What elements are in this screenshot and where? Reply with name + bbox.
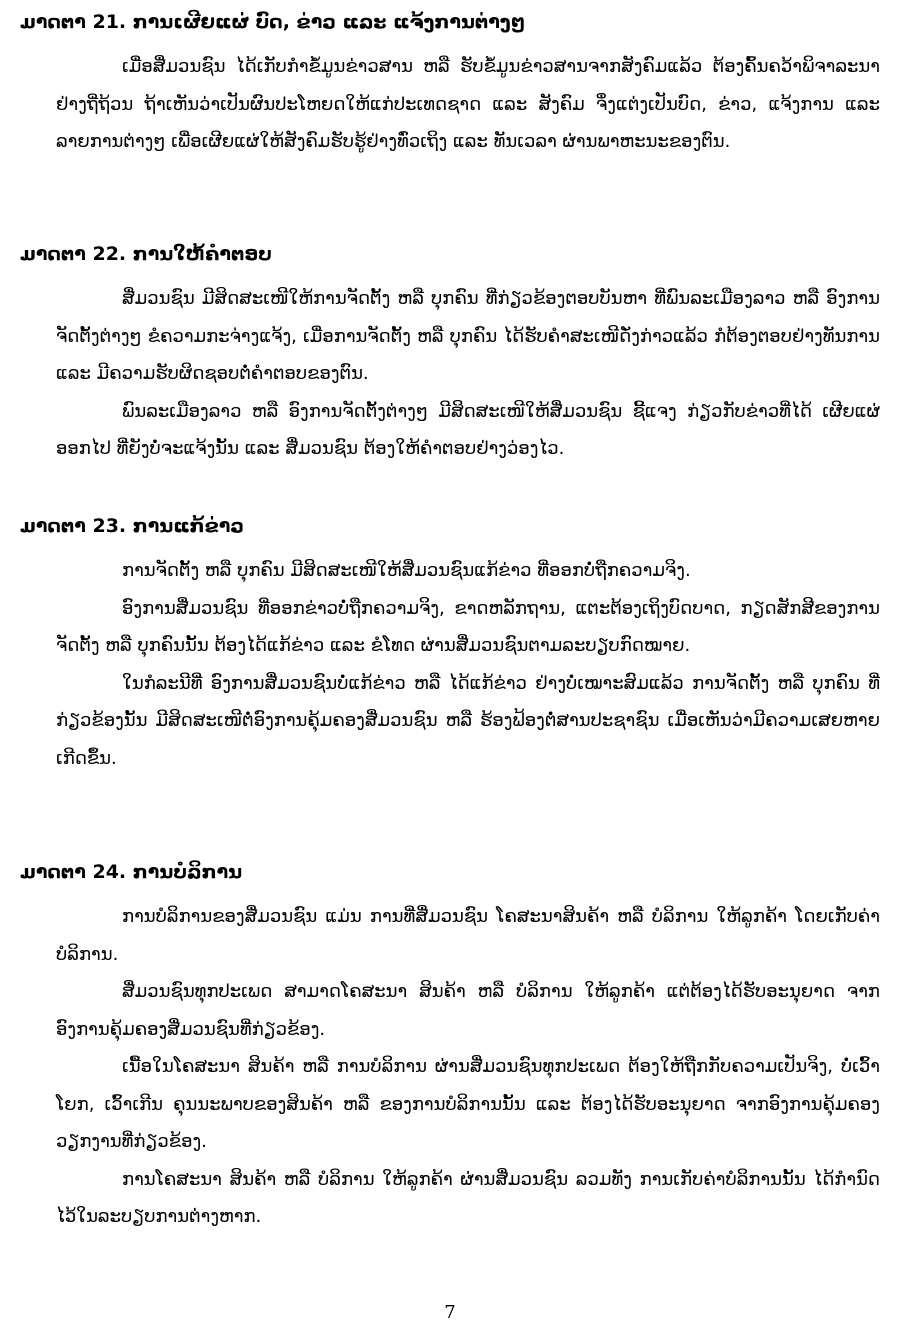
page-number: 7 — [444, 1302, 456, 1323]
article-23 — [20, 512, 880, 777]
article-23-paragraph-1: ການຈັດຕັ້ງ ຫລື ບຸກຄົນ ມີສິດສະເໜີໃຫ້ສື່ມວນຊົນແກ້ຂ່າວ ທີ່ອອກບໍ່ຖືກຄວາມຈິງ. — [122, 560, 691, 581]
article-24-paragraph-1: ການບໍລິການຂອງສື່ມວນຊົນ ແມ່ນ ການທີ່ສື່ມວນຊົນ ໂຄສະນາສິນຄ້າ ຫລື ບໍລິການ ໃຫ້ລູກຄ້າ ໂດຍເກັບຄ່າບໍລິການ. — [56, 906, 880, 965]
article-24-heading: ມາດຕາ 24. ການບໍລິການ — [20, 861, 243, 883]
article-24-paragraph-3: ເນື້ອໃນໂຄສະນາ ສິນຄ້າ ຫລື ການບໍລິການ ຜ່ານສື່ມວນຊົນທຸກປະເພດ ຕ້ອງໃຫ້ຖືກກັບຄວາມເປັນຈິງ, ບໍ່ເວົ້າໂຍກ, ເວົ້າເກີນ ຄຸນນະພາບຂອງສິນຄ້າ ຫລື ຂອງການບໍລິການນັ້ນ ແລະ ຕ້ອງໄດ້ຮັບອະນຸຍາດ ຈາກອົງການຄຸ້ມຄອງວຽກງານທີ່ກ່ຽວຂ້ອງ. — [56, 1056, 880, 1152]
article-24-paragraph-2: ສື່ມວນຊົນທຸກປະເພດ ສາມາດໂຄສະນາ ສິນຄ້າ ຫລື ບໍລິການ ໃຫ້ລູກຄ້າ ແຕ່ຕ້ອງໄດ້ຮັບອະນຸຍາດ ຈາກອົງການຄຸ້ມຄອງສື່ມວນຊົນທີ່ກ່ຽວຂ້ອງ. — [56, 981, 880, 1040]
article-22-heading: ມາດຕາ 22. ການໃຫ້ຄຳຕອບ — [20, 243, 272, 265]
article-22-paragraph-1: ສື່ມວນຊົນ ມີສິດສະເໜີໃຫ້ການຈັດຕັ້ງ ຫລື ບຸກຄົນ ທີ່ກ່ຽວຂ້ອງຕອບບັນຫາ ທີ່ພົນລະເມືອງລາວ ຫລື ອົງການຈັດຕັ້ງຕ່າງໆ ຂໍຄວາມກະຈ່າງແຈ້ງ, ເມື່ອການຈັດຕັ້ງ ຫລື ບຸກຄົນ ໄດ້ຮັບຄຳສະເໜີດັ່ງກ່າວແລ້ວ ກໍຕ້ອງຕອບຢ່າງທັນການ ແລະ ມີຄວາມຮັບຜິດຊອບຕໍ່ຄຳຕອບຂອງຕົນ. — [56, 288, 880, 384]
article-22-paragraph-2: ພົນລະເມືອງລາວ ຫລື ອົງການຈັດຕັ້ງຕ່າງໆ ມີສິດສະເໜີໃຫ້ສື່ມວນຊົນ ຊີ້ແຈງ ກ່ຽວກັບຂ່າວທີ່ໄດ້ ເຜີຍແຜ່ອອກໄປ ທີ່ຍັງບໍ່ຈະແຈ້ງນັ້ນ ແລະ ສື່ມວນຊົນ ຕ້ອງໃຫ້ຄຳຕອບຢ່າງວ່ອງໄວ. — [56, 400, 880, 459]
article-24 — [20, 858, 880, 1236]
article-23-heading: ມາດຕາ 23. ການແກ້ຂ່າວ — [20, 515, 244, 537]
article-22 — [20, 240, 880, 468]
article-21-heading: ມາດຕາ 21. ການເຜີຍແຜ່ ບົດ, ຂ່າວ ແລະ ແຈ້ງການຕ່າງໆ — [20, 11, 526, 33]
article-21 — [20, 8, 880, 161]
article-24-paragraph-4: ການໂຄສະນາ ສິນຄ້າ ຫລື ບໍລິການ ໃຫ້ລູກຄ້າ ຜ່ານສື່ມວນຊົນ ລວມທັງ ການເກັບຄ່າບໍລິການນັ້ນ ໄດ້ກຳນົດໄວ້ໃນລະບຽບການຕ່າງຫາກ. — [56, 1168, 880, 1227]
article-23-paragraph-2: ອົງການສື່ມວນຊົນ ທີ່ອອກຂ່າວບໍ່ຖືກຄວາມຈິງ, ຂາດຫລັກຖານ, ແຕະຕ້ອງເຖິງບົດບາດ, ກຽດສັກສີຂອງການຈັດຕັ້ງ ຫລື ບຸກຄົນນັ້ນ ຕ້ອງໄດ້ແກ້ຂ່າວ ແລະ ຂໍໂທດ ຜ່ານສື່ມວນຊົນຕາມລະບຽບກົດໝາຍ. — [56, 597, 880, 656]
article-21-paragraph-1: ເມື່ອສື່ມວນຊົນ ໄດ້ເກັບກຳຂໍ້ມູນຂ່າວສານ ຫລື ຮັບຂໍ້ມູນຂ່າວສານຈາກສັງຄົມແລ້ວ ຕ້ອງຄົ້ນຄວ້າພິຈາລະນາຢ່າງຖີ່ຖ້ວນ ຖ້າເຫັນວ່າເປັນຜົນປະໂຫຍດໃຫ້ແກ່ປະເທດຊາດ ແລະ ສັງຄົມ ຈຶ່ງແຕ່ງເປັນບົດ, ຂ່າວ, ແຈ້ງການ ແລະ ລາຍການຕ່າງໆ ເພື່ອເຜີຍແຜ່ໃຫ້ສັງຄົມຮັບຮູ້ຢ່າງທົ່ວເຖິງ ແລະ ທັນເວລາ ຜ່ານພາຫະນະຂອງຕົນ. — [56, 56, 880, 152]
article-23-paragraph-3: ໃນກໍລະນີທີ່ ອົງການສື່ມວນຊົນບໍ່ແກ້ຂ່າວ ຫລື ໄດ້ແກ້ຂ່າວ ຢ່າງບໍ່ເໝາະສົມແລ້ວ ການຈັດຕັ້ງ ຫລື ບຸກຄົນ ທີ່ກ່ຽວຂ້ອງນັ້ນ ມີສິດສະເໜີຕໍ່ອົງການຄຸ້ມຄອງສື່ມວນຊົນ ຫລື ຮ້ອງຟ້ອງຕໍ່ສານປະຊາຊົນ ເມື່ອເຫັນວ່າມີຄວາມເສຍຫາຍເກີດຂຶ້ນ. — [56, 672, 880, 769]
